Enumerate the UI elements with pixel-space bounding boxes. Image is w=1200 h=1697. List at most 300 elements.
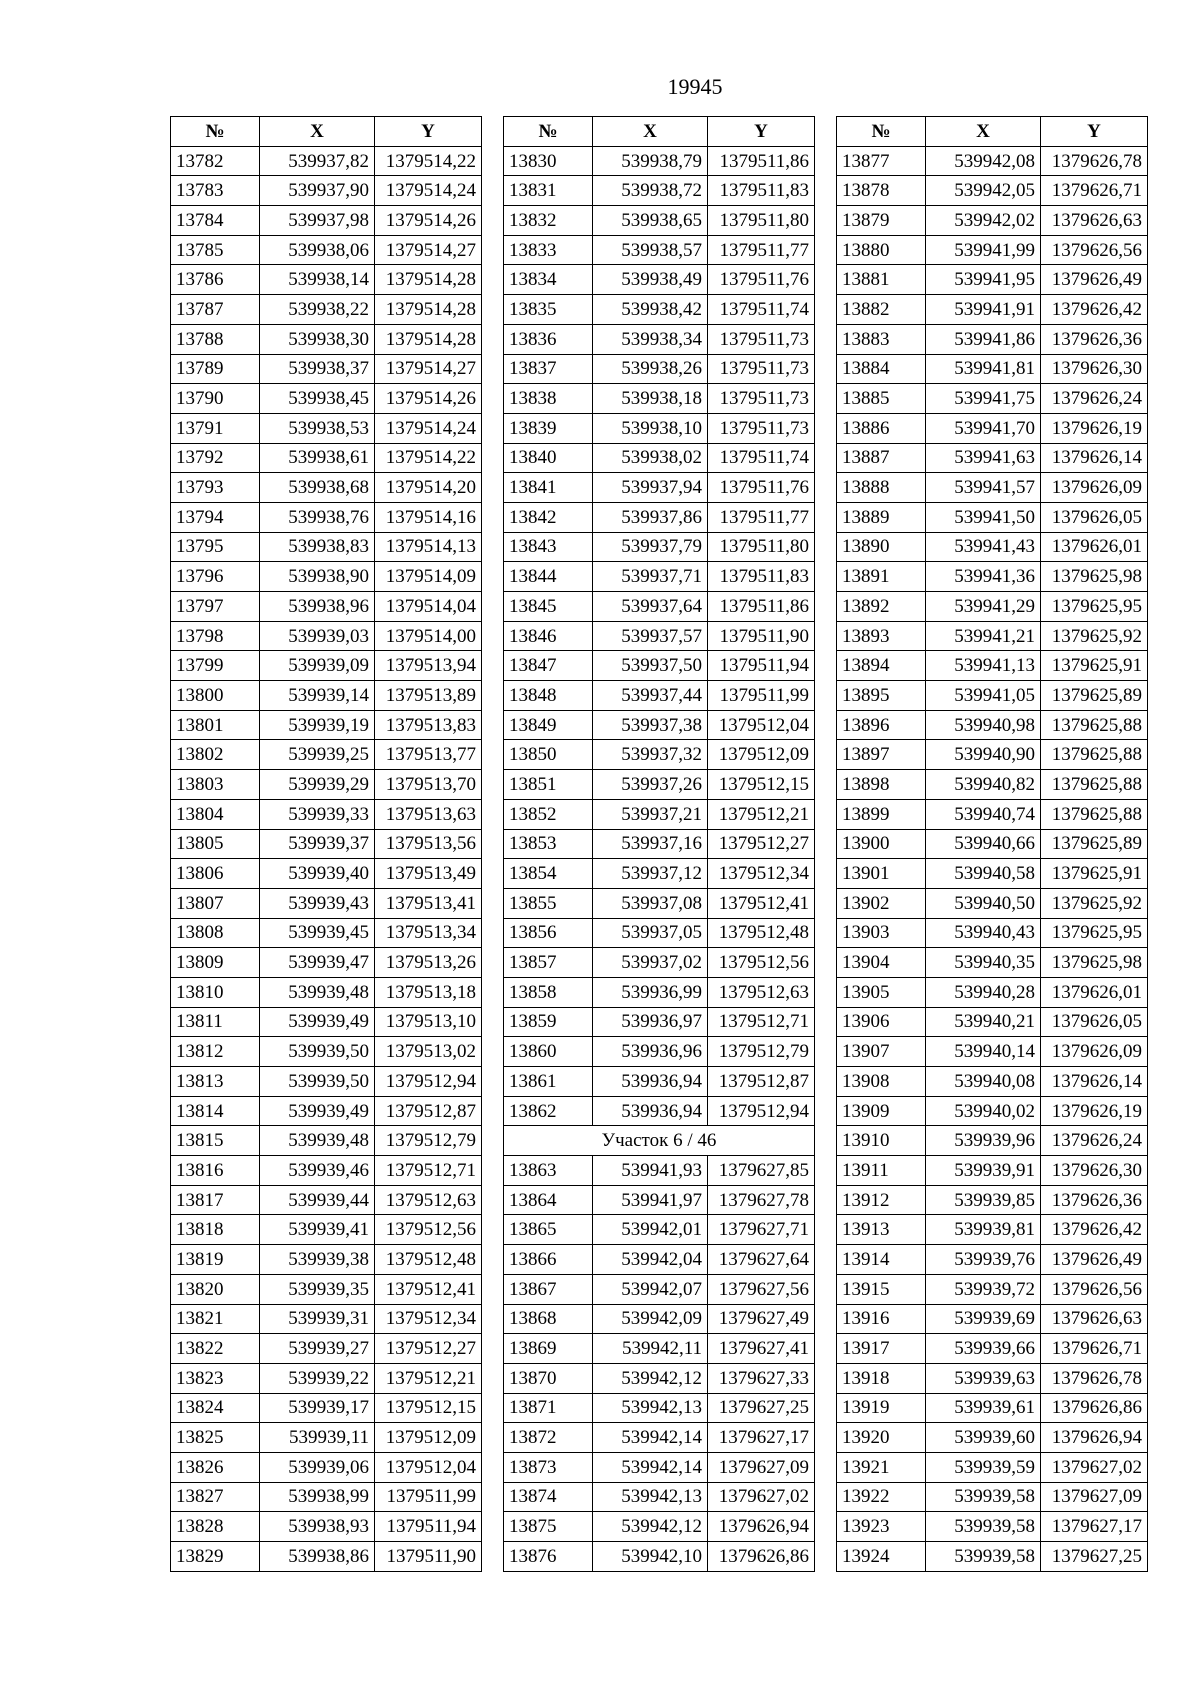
table-row bbox=[837, 592, 1148, 622]
y-coordinate: 1379514,00 bbox=[375, 621, 482, 651]
y-coordinate: 1379514,04 bbox=[375, 592, 482, 622]
x-coordinate: 539938,53 bbox=[260, 413, 375, 443]
table-row bbox=[837, 918, 1148, 948]
table-row bbox=[837, 1482, 1148, 1512]
point-number: 13873 bbox=[504, 1452, 593, 1482]
x-coordinate: 539941,21 bbox=[926, 621, 1041, 651]
y-coordinate: 1379511,80 bbox=[708, 206, 815, 236]
point-number: 13812 bbox=[171, 1037, 260, 1067]
x-coordinate: 539938,45 bbox=[260, 384, 375, 414]
point-number: 13908 bbox=[837, 1067, 926, 1097]
y-coordinate: 1379513,63 bbox=[375, 799, 482, 829]
x-coordinate: 539942,12 bbox=[593, 1512, 708, 1542]
x-coordinate: 539938,61 bbox=[260, 443, 375, 473]
y-coordinate: 1379512,04 bbox=[375, 1452, 482, 1482]
x-coordinate: 539939,40 bbox=[260, 859, 375, 889]
table-row bbox=[504, 1334, 815, 1364]
table-row bbox=[504, 859, 815, 889]
y-coordinate: 1379513,02 bbox=[375, 1037, 482, 1067]
table-row bbox=[171, 710, 482, 740]
y-coordinate: 1379626,56 bbox=[1041, 1274, 1148, 1304]
y-coordinate: 1379627,49 bbox=[708, 1304, 815, 1334]
table-row bbox=[171, 1393, 482, 1423]
y-coordinate: 1379514,16 bbox=[375, 502, 482, 532]
table-row bbox=[504, 146, 815, 176]
x-coordinate: 539942,10 bbox=[593, 1542, 708, 1572]
x-coordinate: 539939,41 bbox=[260, 1215, 375, 1245]
point-number: 13910 bbox=[837, 1126, 926, 1156]
table-row bbox=[837, 799, 1148, 829]
y-coordinate: 1379626,49 bbox=[1041, 1245, 1148, 1275]
y-coordinate: 1379626,71 bbox=[1041, 176, 1148, 206]
x-coordinate: 539939,60 bbox=[926, 1423, 1041, 1453]
coordinates-table-3 bbox=[836, 116, 1148, 1572]
table-row bbox=[171, 1215, 482, 1245]
point-number: 13831 bbox=[504, 176, 593, 206]
y-coordinate: 1379512,48 bbox=[375, 1245, 482, 1275]
table-row bbox=[837, 1304, 1148, 1334]
y-coordinate: 1379625,91 bbox=[1041, 859, 1148, 889]
table-row bbox=[171, 413, 482, 443]
y-coordinate: 1379514,27 bbox=[375, 354, 482, 384]
section-row bbox=[504, 1126, 815, 1156]
y-coordinate: 1379512,56 bbox=[375, 1215, 482, 1245]
y-coordinate: 1379626,30 bbox=[1041, 354, 1148, 384]
x-coordinate: 539942,01 bbox=[593, 1215, 708, 1245]
x-coordinate: 539940,58 bbox=[926, 859, 1041, 889]
table-row bbox=[504, 354, 815, 384]
table-row bbox=[504, 1423, 815, 1453]
point-number: 13791 bbox=[171, 413, 260, 443]
point-number: 13860 bbox=[504, 1037, 593, 1067]
x-coordinate: 539939,59 bbox=[926, 1452, 1041, 1482]
table-row bbox=[837, 1363, 1148, 1393]
point-number: 13800 bbox=[171, 681, 260, 711]
y-coordinate: 1379512,21 bbox=[708, 799, 815, 829]
point-number: 13909 bbox=[837, 1096, 926, 1126]
table-body bbox=[504, 146, 815, 1571]
x-coordinate: 539939,50 bbox=[260, 1067, 375, 1097]
point-number: 13915 bbox=[837, 1274, 926, 1304]
x-coordinate: 539936,97 bbox=[593, 1007, 708, 1037]
header-y: Y bbox=[1041, 117, 1148, 147]
x-coordinate: 539941,70 bbox=[926, 413, 1041, 443]
x-coordinate: 539938,72 bbox=[593, 176, 708, 206]
x-coordinate: 539940,66 bbox=[926, 829, 1041, 859]
y-coordinate: 1379626,09 bbox=[1041, 473, 1148, 503]
y-coordinate: 1379512,34 bbox=[708, 859, 815, 889]
y-coordinate: 1379513,10 bbox=[375, 1007, 482, 1037]
y-coordinate: 1379514,20 bbox=[375, 473, 482, 503]
point-number: 13918 bbox=[837, 1363, 926, 1393]
y-coordinate: 1379513,26 bbox=[375, 948, 482, 978]
y-coordinate: 1379511,73 bbox=[708, 413, 815, 443]
y-coordinate: 1379514,28 bbox=[375, 265, 482, 295]
x-coordinate: 539938,93 bbox=[260, 1512, 375, 1542]
x-coordinate: 539939,81 bbox=[926, 1215, 1041, 1245]
table-row bbox=[837, 206, 1148, 236]
x-coordinate: 539936,99 bbox=[593, 977, 708, 1007]
x-coordinate: 539939,47 bbox=[260, 948, 375, 978]
coordinates-table-2 bbox=[503, 116, 815, 1572]
y-coordinate: 1379512,94 bbox=[708, 1096, 815, 1126]
x-coordinate: 539937,21 bbox=[593, 799, 708, 829]
point-number: 13872 bbox=[504, 1423, 593, 1453]
x-coordinate: 539939,63 bbox=[926, 1363, 1041, 1393]
table-row bbox=[171, 206, 482, 236]
x-coordinate: 539942,12 bbox=[593, 1363, 708, 1393]
y-coordinate: 1379512,63 bbox=[375, 1185, 482, 1215]
y-coordinate: 1379626,49 bbox=[1041, 265, 1148, 295]
x-coordinate: 539937,32 bbox=[593, 740, 708, 770]
table-row bbox=[171, 1304, 482, 1334]
point-number: 13798 bbox=[171, 621, 260, 651]
point-number: 13878 bbox=[837, 176, 926, 206]
point-number: 13876 bbox=[504, 1542, 593, 1572]
y-coordinate: 1379512,48 bbox=[708, 918, 815, 948]
point-number: 13838 bbox=[504, 384, 593, 414]
point-number: 13845 bbox=[504, 592, 593, 622]
point-number: 13825 bbox=[171, 1423, 260, 1453]
x-coordinate: 539940,82 bbox=[926, 770, 1041, 800]
point-number: 13842 bbox=[504, 502, 593, 532]
x-coordinate: 539938,22 bbox=[260, 295, 375, 325]
point-number: 13835 bbox=[504, 295, 593, 325]
point-number: 13884 bbox=[837, 354, 926, 384]
x-coordinate: 539941,13 bbox=[926, 651, 1041, 681]
y-coordinate: 1379513,89 bbox=[375, 681, 482, 711]
point-number: 13810 bbox=[171, 977, 260, 1007]
table-row bbox=[504, 265, 815, 295]
table-row bbox=[837, 829, 1148, 859]
x-coordinate: 539939,31 bbox=[260, 1304, 375, 1334]
y-coordinate: 1379626,19 bbox=[1041, 1096, 1148, 1126]
table-row bbox=[504, 681, 815, 711]
header-number: № bbox=[837, 117, 926, 147]
point-number: 13885 bbox=[837, 384, 926, 414]
x-coordinate: 539939,38 bbox=[260, 1245, 375, 1275]
point-number: 13802 bbox=[171, 740, 260, 770]
y-coordinate: 1379511,73 bbox=[708, 324, 815, 354]
table-row bbox=[171, 1245, 482, 1275]
point-number: 13852 bbox=[504, 799, 593, 829]
y-coordinate: 1379626,05 bbox=[1041, 1007, 1148, 1037]
y-coordinate: 1379511,99 bbox=[375, 1482, 482, 1512]
y-coordinate: 1379625,88 bbox=[1041, 740, 1148, 770]
y-coordinate: 1379512,41 bbox=[375, 1274, 482, 1304]
x-coordinate: 539940,50 bbox=[926, 888, 1041, 918]
x-coordinate: 539938,86 bbox=[260, 1542, 375, 1572]
y-coordinate: 1379626,19 bbox=[1041, 413, 1148, 443]
table-row bbox=[504, 324, 815, 354]
y-coordinate: 1379513,56 bbox=[375, 829, 482, 859]
table-header-row bbox=[171, 117, 482, 147]
y-coordinate: 1379514,22 bbox=[375, 443, 482, 473]
y-coordinate: 1379625,88 bbox=[1041, 710, 1148, 740]
x-coordinate: 539941,50 bbox=[926, 502, 1041, 532]
point-number: 13897 bbox=[837, 740, 926, 770]
y-coordinate: 1379626,14 bbox=[1041, 443, 1148, 473]
table-row bbox=[837, 1274, 1148, 1304]
y-coordinate: 1379511,76 bbox=[708, 473, 815, 503]
y-coordinate: 1379512,94 bbox=[375, 1067, 482, 1097]
section-label: Участок 6 / 46 bbox=[504, 1126, 815, 1156]
x-coordinate: 539939,76 bbox=[926, 1245, 1041, 1275]
y-coordinate: 1379512,09 bbox=[375, 1423, 482, 1453]
point-number: 13836 bbox=[504, 324, 593, 354]
y-coordinate: 1379514,22 bbox=[375, 146, 482, 176]
point-number: 13891 bbox=[837, 562, 926, 592]
table-row bbox=[837, 888, 1148, 918]
x-coordinate: 539940,43 bbox=[926, 918, 1041, 948]
point-number: 13848 bbox=[504, 681, 593, 711]
y-coordinate: 1379513,94 bbox=[375, 651, 482, 681]
y-coordinate: 1379626,94 bbox=[1041, 1423, 1148, 1453]
header-y: Y bbox=[375, 117, 482, 147]
point-number: 13882 bbox=[837, 295, 926, 325]
header-x: X bbox=[593, 117, 708, 147]
point-number: 13790 bbox=[171, 384, 260, 414]
x-coordinate: 539941,75 bbox=[926, 384, 1041, 414]
table-row bbox=[171, 1542, 482, 1572]
point-number: 13877 bbox=[837, 146, 926, 176]
point-number: 13809 bbox=[171, 948, 260, 978]
x-coordinate: 539937,57 bbox=[593, 621, 708, 651]
table-row bbox=[837, 413, 1148, 443]
x-coordinate: 539939,33 bbox=[260, 799, 375, 829]
x-coordinate: 539936,96 bbox=[593, 1037, 708, 1067]
table-row bbox=[504, 1363, 815, 1393]
point-number: 13922 bbox=[837, 1482, 926, 1512]
x-coordinate: 539938,02 bbox=[593, 443, 708, 473]
table-row bbox=[171, 146, 482, 176]
y-coordinate: 1379625,88 bbox=[1041, 799, 1148, 829]
x-coordinate: 539940,35 bbox=[926, 948, 1041, 978]
point-number: 13821 bbox=[171, 1304, 260, 1334]
point-number: 13796 bbox=[171, 562, 260, 592]
point-number: 13829 bbox=[171, 1542, 260, 1572]
y-coordinate: 1379626,42 bbox=[1041, 295, 1148, 325]
table-row bbox=[837, 176, 1148, 206]
point-number: 13830 bbox=[504, 146, 593, 176]
table-row bbox=[837, 235, 1148, 265]
x-coordinate: 539937,16 bbox=[593, 829, 708, 859]
table-row bbox=[504, 740, 815, 770]
table-row bbox=[504, 1274, 815, 1304]
y-coordinate: 1379627,09 bbox=[1041, 1482, 1148, 1512]
y-coordinate: 1379512,15 bbox=[708, 770, 815, 800]
y-coordinate: 1379626,86 bbox=[708, 1542, 815, 1572]
point-number: 13865 bbox=[504, 1215, 593, 1245]
y-coordinate: 1379626,05 bbox=[1041, 502, 1148, 532]
x-coordinate: 539939,91 bbox=[926, 1156, 1041, 1186]
y-coordinate: 1379626,71 bbox=[1041, 1334, 1148, 1364]
y-coordinate: 1379626,24 bbox=[1041, 384, 1148, 414]
x-coordinate: 539938,57 bbox=[593, 235, 708, 265]
point-number: 13883 bbox=[837, 324, 926, 354]
x-coordinate: 539938,42 bbox=[593, 295, 708, 325]
header-y: Y bbox=[708, 117, 815, 147]
y-coordinate: 1379626,86 bbox=[1041, 1393, 1148, 1423]
x-coordinate: 539939,69 bbox=[926, 1304, 1041, 1334]
x-coordinate: 539940,74 bbox=[926, 799, 1041, 829]
point-number: 13867 bbox=[504, 1274, 593, 1304]
y-coordinate: 1379512,15 bbox=[375, 1393, 482, 1423]
point-number: 13855 bbox=[504, 888, 593, 918]
table-row bbox=[837, 295, 1148, 325]
point-number: 13916 bbox=[837, 1304, 926, 1334]
y-coordinate: 1379511,83 bbox=[708, 562, 815, 592]
y-coordinate: 1379625,89 bbox=[1041, 681, 1148, 711]
table-row bbox=[504, 770, 815, 800]
x-coordinate: 539937,05 bbox=[593, 918, 708, 948]
table-row bbox=[837, 948, 1148, 978]
x-coordinate: 539941,99 bbox=[926, 235, 1041, 265]
y-coordinate: 1379627,64 bbox=[708, 1245, 815, 1275]
point-number: 13795 bbox=[171, 532, 260, 562]
table-row bbox=[171, 799, 482, 829]
point-number: 13849 bbox=[504, 710, 593, 740]
table-row bbox=[171, 1274, 482, 1304]
point-number: 13787 bbox=[171, 295, 260, 325]
table-row bbox=[837, 740, 1148, 770]
x-coordinate: 539939,45 bbox=[260, 918, 375, 948]
table-row bbox=[504, 1245, 815, 1275]
x-coordinate: 539938,49 bbox=[593, 265, 708, 295]
point-number: 13840 bbox=[504, 443, 593, 473]
y-coordinate: 1379512,56 bbox=[708, 948, 815, 978]
table-row bbox=[837, 562, 1148, 592]
table-row bbox=[171, 1423, 482, 1453]
y-coordinate: 1379625,89 bbox=[1041, 829, 1148, 859]
y-coordinate: 1379627,33 bbox=[708, 1363, 815, 1393]
point-number: 13783 bbox=[171, 176, 260, 206]
point-number: 13807 bbox=[171, 888, 260, 918]
y-coordinate: 1379625,98 bbox=[1041, 948, 1148, 978]
table-row bbox=[171, 829, 482, 859]
point-number: 13889 bbox=[837, 502, 926, 532]
point-number: 13868 bbox=[504, 1304, 593, 1334]
y-coordinate: 1379511,73 bbox=[708, 354, 815, 384]
y-coordinate: 1379513,70 bbox=[375, 770, 482, 800]
point-number: 13866 bbox=[504, 1245, 593, 1275]
x-coordinate: 539937,50 bbox=[593, 651, 708, 681]
x-coordinate: 539941,29 bbox=[926, 592, 1041, 622]
point-number: 13837 bbox=[504, 354, 593, 384]
x-coordinate: 539937,98 bbox=[260, 206, 375, 236]
y-coordinate: 1379626,63 bbox=[1041, 206, 1148, 236]
table-row bbox=[171, 1067, 482, 1097]
x-coordinate: 539938,65 bbox=[593, 206, 708, 236]
y-coordinate: 1379627,78 bbox=[708, 1185, 815, 1215]
point-number: 13879 bbox=[837, 206, 926, 236]
point-number: 13911 bbox=[837, 1156, 926, 1186]
point-number: 13864 bbox=[504, 1185, 593, 1215]
table-row bbox=[837, 1185, 1148, 1215]
y-coordinate: 1379626,78 bbox=[1041, 1363, 1148, 1393]
y-coordinate: 1379511,73 bbox=[708, 384, 815, 414]
point-number: 13888 bbox=[837, 473, 926, 503]
point-number: 13906 bbox=[837, 1007, 926, 1037]
point-number: 13858 bbox=[504, 977, 593, 1007]
header-number: № bbox=[171, 117, 260, 147]
table-row bbox=[504, 384, 815, 414]
x-coordinate: 539938,79 bbox=[593, 146, 708, 176]
table-row bbox=[171, 324, 482, 354]
y-coordinate: 1379512,09 bbox=[708, 740, 815, 770]
table-row bbox=[837, 473, 1148, 503]
point-number: 13912 bbox=[837, 1185, 926, 1215]
point-number: 13816 bbox=[171, 1156, 260, 1186]
table-row bbox=[837, 1037, 1148, 1067]
point-number: 13905 bbox=[837, 977, 926, 1007]
y-coordinate: 1379625,98 bbox=[1041, 562, 1148, 592]
table-row bbox=[837, 1334, 1148, 1364]
coordinates-table-1 bbox=[170, 116, 482, 1572]
x-coordinate: 539938,26 bbox=[593, 354, 708, 384]
table-row bbox=[504, 1156, 815, 1186]
point-number: 13811 bbox=[171, 1007, 260, 1037]
point-number: 13833 bbox=[504, 235, 593, 265]
x-coordinate: 539942,11 bbox=[593, 1334, 708, 1364]
x-coordinate: 539936,94 bbox=[593, 1067, 708, 1097]
y-coordinate: 1379512,27 bbox=[375, 1334, 482, 1364]
table-row bbox=[171, 1482, 482, 1512]
y-coordinate: 1379511,86 bbox=[708, 592, 815, 622]
point-number: 13819 bbox=[171, 1245, 260, 1275]
y-coordinate: 1379514,27 bbox=[375, 235, 482, 265]
y-coordinate: 1379627,71 bbox=[708, 1215, 815, 1245]
point-number: 13817 bbox=[171, 1185, 260, 1215]
table-row bbox=[171, 1037, 482, 1067]
x-coordinate: 539938,90 bbox=[260, 562, 375, 592]
point-number: 13828 bbox=[171, 1512, 260, 1542]
table-row bbox=[171, 562, 482, 592]
point-number: 13805 bbox=[171, 829, 260, 859]
point-number: 13898 bbox=[837, 770, 926, 800]
point-number: 13899 bbox=[837, 799, 926, 829]
x-coordinate: 539938,99 bbox=[260, 1482, 375, 1512]
y-coordinate: 1379512,27 bbox=[708, 829, 815, 859]
x-coordinate: 539938,37 bbox=[260, 354, 375, 384]
header-x: X bbox=[260, 117, 375, 147]
point-number: 13822 bbox=[171, 1334, 260, 1364]
table-row bbox=[504, 918, 815, 948]
y-coordinate: 1379626,30 bbox=[1041, 1156, 1148, 1186]
table-row bbox=[504, 1512, 815, 1542]
table-row bbox=[837, 621, 1148, 651]
point-number: 13799 bbox=[171, 651, 260, 681]
y-coordinate: 1379511,90 bbox=[708, 621, 815, 651]
y-coordinate: 1379626,94 bbox=[708, 1512, 815, 1542]
header-x: X bbox=[926, 117, 1041, 147]
point-number: 13844 bbox=[504, 562, 593, 592]
x-coordinate: 539939,11 bbox=[260, 1423, 375, 1453]
point-number: 13853 bbox=[504, 829, 593, 859]
table-row bbox=[837, 1067, 1148, 1097]
header-number: № bbox=[504, 117, 593, 147]
table-body bbox=[171, 146, 482, 1571]
point-number: 13851 bbox=[504, 770, 593, 800]
x-coordinate: 539937,64 bbox=[593, 592, 708, 622]
point-number: 13841 bbox=[504, 473, 593, 503]
point-number: 13827 bbox=[171, 1482, 260, 1512]
point-number: 13792 bbox=[171, 443, 260, 473]
x-coordinate: 539941,95 bbox=[926, 265, 1041, 295]
table-row bbox=[171, 651, 482, 681]
table-row bbox=[504, 1304, 815, 1334]
table-row bbox=[171, 384, 482, 414]
